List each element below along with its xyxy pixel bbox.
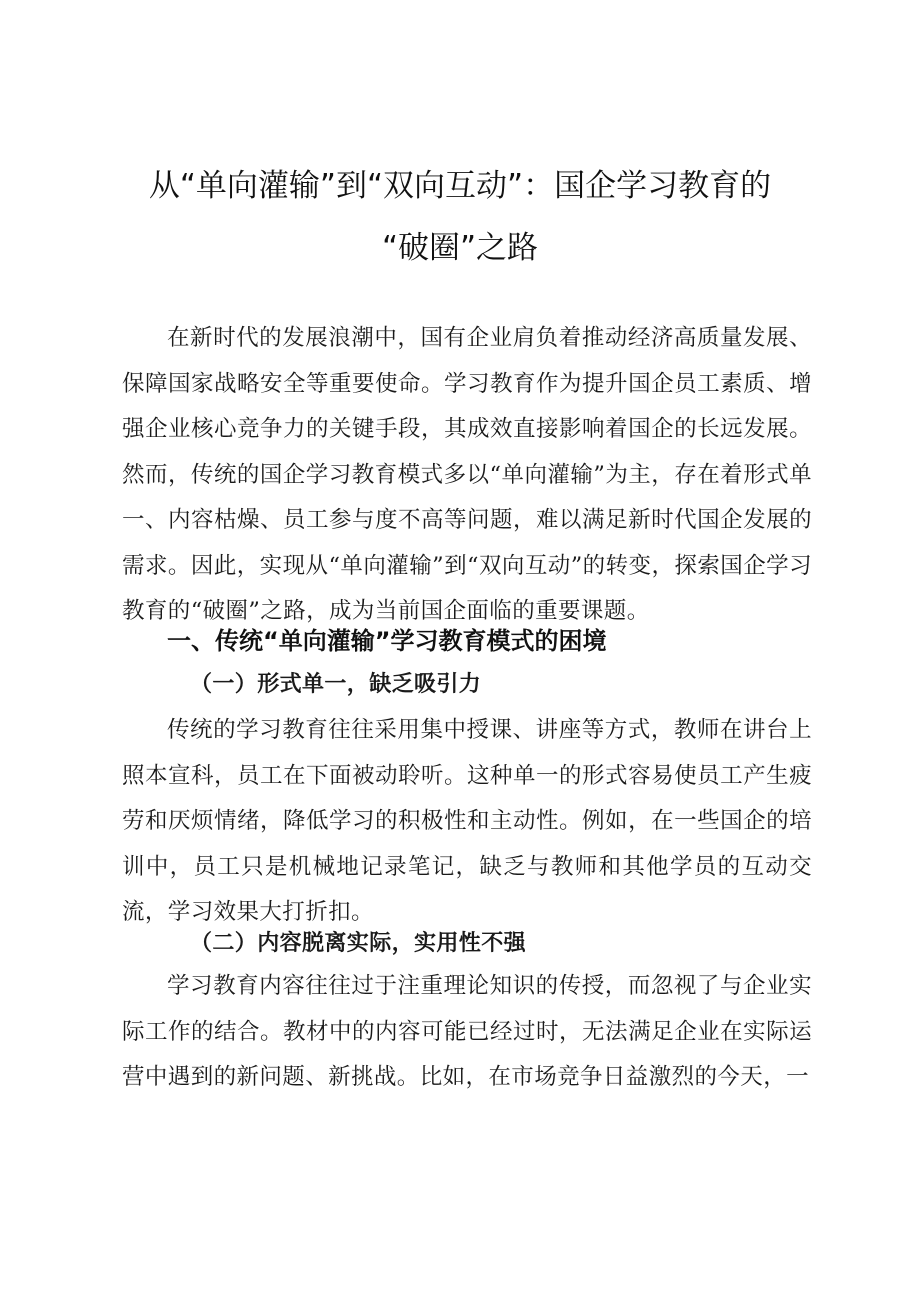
- document-title-line-1: 从“单向灌输”到“双向互动”：国企学习教育的: [148, 168, 772, 204]
- subsection-1-heading: （一）形式单一，缺乏吸引力: [190, 671, 482, 697]
- intro-paragraph: 在新时代的发展浪潮中，国有企业肩负着推动经济高质量发展、保障国家战略安全等重要使命。学习教育作为提升国企员工素质、增强企业核心竞争力的关键手段，其成效直接影响着国企的长远发展。然而，传统的国企学习教育模式多以“单向灌输”为主，存在着形式单一、内容枯燥、员工参与度不高等问题，难以满足新时代国企发展的需求。因此，实现从“单向灌输”到“双向互动”的转变，探索国企学习教育的“破圈”之路，成为当前国企面临的重要课题。: [122, 325, 812, 624]
- section-1-heading: 一、传统“单向灌输”学习教育模式的困境: [167, 627, 607, 655]
- subsection-1-paragraph: 传统的学习教育往往采用集中授课、讲座等方式，教师在讲台上照本宣科，员工在下面被动聆听。这种单一的形式容易使员工产生疲劳和厌烦情绪，降低学习的积极性和主动性。例如，在一些国企的培训中，员工只是机械地记录笔记，缺乏与教师和其他学员的互动交流，学习效果大打折扣。: [122, 717, 812, 925]
- document-title-line-2: “破圈”之路: [381, 230, 539, 266]
- subsection-2-heading: （二）内容脱离实际，实用性不强: [190, 930, 527, 956]
- subsection-2-paragraph: 学习教育内容往往过于注重理论知识的传授，而忽视了与企业实际工作的结合。教材中的内容可能已经过时，无法满足企业在实际运营中遇到的新问题、新挑战。比如，在市场竞争日益激烈的今天，一: [122, 973, 812, 1090]
